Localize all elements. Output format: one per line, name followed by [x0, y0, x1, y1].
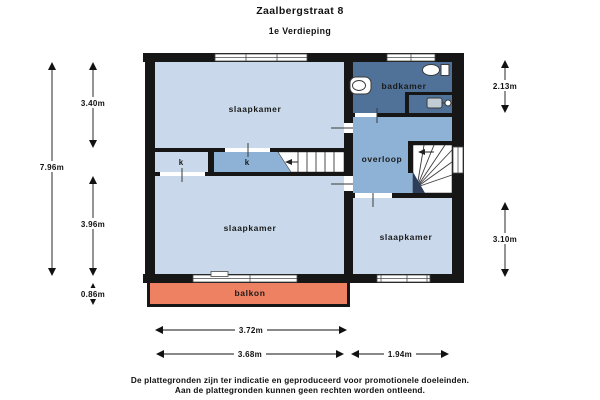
- svg-text:3.10m: 3.10m: [492, 235, 518, 244]
- window-top-bathroom: [387, 54, 435, 61]
- disclaimer-line-1: De plattegronden zijn ter indicatie en geproduceerd voor promotionele doeleinden.: [130, 376, 470, 385]
- dim-right-top: [491, 61, 519, 112]
- svg-text:7.96m: 7.96m: [39, 163, 65, 172]
- stairs-winder: [413, 145, 452, 193]
- wall-center-lower: [344, 191, 353, 274]
- window-bottom-bedroom-right: [377, 275, 430, 282]
- wall-bathroom-sub-v: [405, 92, 409, 117]
- window-top-bedroom: [215, 54, 307, 61]
- svg-text:3.40m: 3.40m: [80, 99, 106, 108]
- disclaimer-line-2: Aan de plattegronden kunnen geen rechten worden ontleend.: [174, 386, 426, 395]
- wall-outer-left: [145, 53, 155, 283]
- svg-text:3.72m: 3.72m: [238, 326, 264, 335]
- dim-bottom-left: [157, 348, 343, 359]
- label-closet-right: k: [244, 158, 250, 167]
- svg-text:3.96m: 3.96m: [80, 220, 106, 229]
- svg-text:1.94m: 1.94m: [387, 350, 413, 359]
- room-closet-right: [214, 152, 291, 172]
- window-right-stairwell: [453, 147, 463, 173]
- dim-right-bottom: [491, 203, 519, 276]
- label-bedroom-bottom-left: slaapkamer: [223, 223, 277, 233]
- disclaimer: [131, 376, 469, 395]
- wall-closet-divider: [208, 148, 214, 176]
- bathtub-icon: [350, 77, 371, 94]
- svg-text:3.68m: 3.68m: [237, 350, 263, 359]
- toilet-icon: [423, 65, 450, 76]
- dim-bottom-balcony: [156, 324, 346, 335]
- dim-left-bottom: [79, 177, 107, 275]
- wall-balcony-bottom: [147, 304, 350, 307]
- label-bedroom-top: slaapkamer: [228, 104, 282, 114]
- wall-balcony-right: [347, 283, 350, 307]
- dim-bottom-right: [352, 348, 448, 359]
- wall-stairwell-top: [408, 141, 452, 145]
- dim-balcony-depth: [79, 284, 107, 304]
- svg-text:0.86m: 0.86m: [80, 290, 106, 299]
- floor-subtitle: 1e Verdieping: [268, 26, 332, 36]
- wall-bathroom-sub-h: [405, 92, 452, 95]
- label-balcony: balkon: [234, 288, 266, 298]
- svg-text:2.13m: 2.13m: [492, 82, 518, 91]
- door-bathroom: [355, 113, 377, 117]
- wall-center-mid: [344, 133, 353, 176]
- label-landing: overloop: [361, 154, 403, 164]
- page-title: Zaalbergstraat 8: [256, 5, 344, 17]
- wall-stairwell-left: [408, 141, 413, 173]
- dim-left-total: [38, 63, 66, 275]
- label-bedroom-bottom-right: slaapkamer: [379, 232, 433, 242]
- wall-balcony-left: [147, 283, 150, 307]
- label-closet-left: k: [178, 158, 184, 167]
- dim-left-top: [79, 63, 107, 147]
- label-bathroom: badkamer: [381, 81, 427, 91]
